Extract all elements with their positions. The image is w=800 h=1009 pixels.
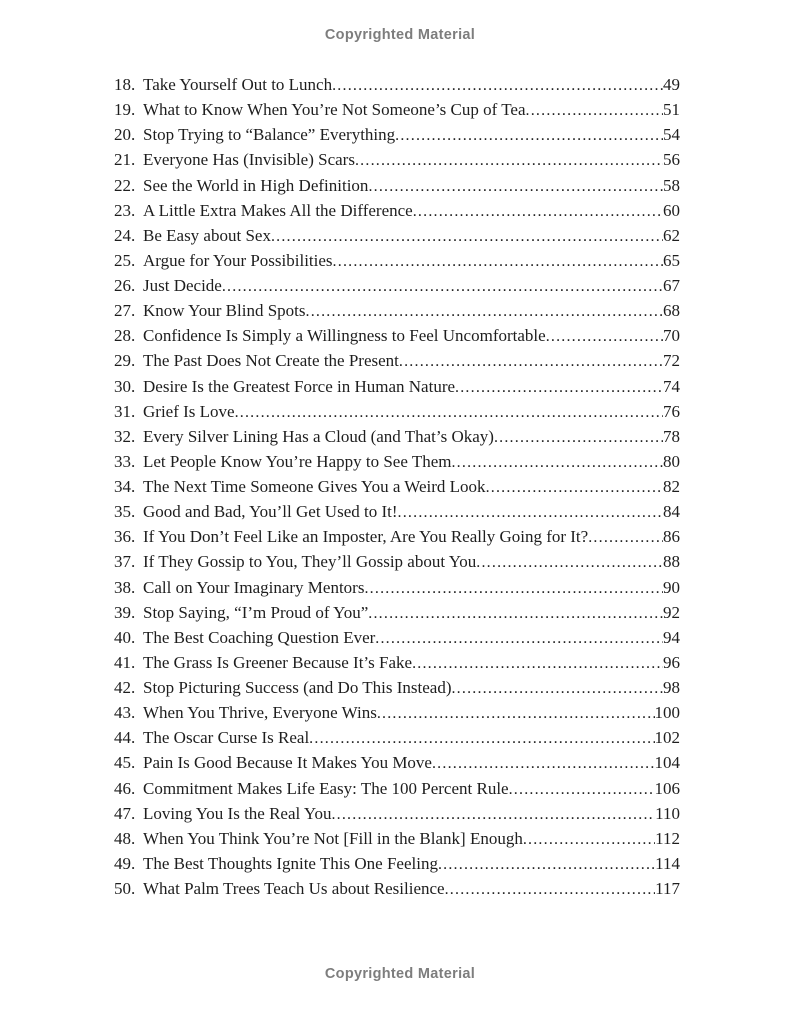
toc-entry-page-number: 49 [663, 75, 680, 94]
toc-entry-page-number: 76 [663, 401, 680, 421]
toc-entry-title: When You Think You’re Not [Fill in the Blank] Enough [143, 828, 523, 848]
toc-entry-title: When You Thrive, Everyone Wins [143, 703, 377, 723]
toc-entry-title: The Oscar Curse Is Real [143, 728, 310, 748]
toc-dot-leader [438, 852, 655, 877]
toc-entry-title: Desire Is the Greatest Force in Human Nature [143, 376, 456, 396]
toc-dot-leader [395, 123, 663, 148]
toc-entry [114, 801, 680, 826]
toc-entry [114, 851, 680, 876]
toc-entry-title: Call on Your Imaginary Mentors [143, 577, 365, 597]
toc-entry-number: 35. [114, 502, 136, 522]
toc-entry-number: 48. [114, 828, 136, 848]
toc-entry-number: 41. [114, 652, 136, 672]
toc-dot-leader [399, 349, 663, 374]
toc-entry-number: 19. [114, 100, 136, 120]
toc-entry-page-number: 65 [663, 250, 680, 270]
toc-entry-number: 49. [114, 853, 136, 873]
toc-entry-number: 33. [114, 451, 136, 471]
toc-entry [114, 675, 680, 700]
toc-entry [114, 575, 680, 600]
toc-entry-number: 36. [114, 527, 136, 547]
toc-entry-title: Loving You Is the Real You [143, 803, 332, 823]
toc-entry [114, 147, 680, 172]
toc-dot-leader [451, 676, 663, 701]
toc-entry-page-number: 72 [663, 351, 680, 371]
toc-entry-page-number: 106 [654, 778, 680, 798]
toc-entry-title: The Past Does Not Create the Present [143, 351, 399, 371]
toc-entry [114, 650, 680, 675]
toc-entry [114, 374, 680, 399]
toc-entry-title: Let People Know You’re Happy to See Them [143, 451, 452, 471]
toc-entry-number: 34. [114, 477, 136, 496]
toc-entry-title: Everyone Has (Invisible) Scars [143, 150, 355, 170]
toc-dot-leader [494, 425, 663, 450]
toc-entry-page-number: 112 [655, 828, 680, 848]
toc-entry-number: 39. [114, 602, 136, 622]
toc-dot-leader [509, 777, 655, 802]
toc-entry-title: Stop Trying to “Balance” Everything [143, 125, 396, 145]
toc-entry [114, 776, 680, 801]
toc-entry-page-number: 56 [663, 150, 680, 170]
toc-entry-page-number: 117 [655, 879, 680, 898]
toc-entry-title: See the World in High Definition [143, 175, 369, 195]
toc-dot-leader [235, 400, 663, 425]
toc-entry-page-number: 92 [663, 602, 680, 622]
toc-dot-leader [368, 174, 663, 199]
toc-entry [114, 625, 680, 650]
toc-dot-leader [412, 651, 663, 676]
toc-dot-leader [445, 877, 656, 902]
toc-entry-page-number: 74 [663, 376, 680, 396]
toc-entry-page-number: 102 [654, 728, 680, 748]
toc-dot-leader [432, 751, 655, 776]
toc-entry-page-number: 84 [663, 502, 680, 522]
toc-dot-leader [355, 148, 663, 173]
toc-dot-leader [588, 525, 663, 550]
toc-entry-number: 42. [114, 678, 136, 697]
toc-entry-number: 46. [114, 778, 136, 798]
toc-dot-leader [222, 274, 663, 299]
toc-entry-page-number: 62 [663, 225, 680, 245]
toc-dot-leader [271, 224, 663, 249]
toc-entry-title: What to Know When You’re Not Someone’s Cup of Tea [143, 100, 526, 120]
toc-entry [114, 826, 680, 851]
toc-dot-leader [364, 576, 663, 601]
toc-entry-page-number: 58 [663, 175, 680, 195]
toc-entry-number: 38. [114, 577, 136, 597]
toc-entry [114, 72, 680, 97]
toc-entry-number: 20. [114, 125, 136, 145]
toc-entry [114, 97, 680, 122]
toc-entry [114, 700, 680, 725]
toc-entry [114, 323, 680, 348]
toc-dot-leader [332, 73, 663, 98]
toc-entry-page-number: 94 [663, 627, 680, 647]
table-of-contents [114, 72, 680, 901]
toc-dot-leader [455, 375, 663, 400]
toc-dot-leader [398, 500, 663, 525]
toc-entry-title: Every Silver Lining Has a Cloud (and That’s Okay) [143, 426, 494, 446]
toc-entry-number: 30. [114, 376, 136, 396]
toc-entry-number: 27. [114, 301, 136, 321]
toc-dot-leader [413, 199, 663, 224]
toc-entry [114, 876, 680, 901]
toc-entry [114, 223, 680, 248]
toc-entry [114, 348, 680, 373]
toc-entry-number: 23. [114, 200, 136, 220]
toc-entry-title: Take Yourself Out to Lunch [143, 75, 333, 94]
toc-dot-leader [368, 601, 663, 626]
copyright-notice-bottom: Copyrighted Material [324, 966, 476, 982]
toc-entry [114, 549, 680, 574]
toc-entry-title: Just Decide [143, 276, 222, 295]
toc-entry-page-number: 96 [663, 652, 680, 672]
toc-entry-number: 26. [114, 276, 136, 295]
toc-entry [114, 474, 680, 499]
toc-entry-page-number: 114 [655, 853, 680, 873]
toc-entry-title: Grief Is Love [143, 401, 235, 421]
toc-entry [114, 750, 680, 775]
toc-dot-leader [306, 299, 664, 324]
toc-entry-number: 31. [114, 401, 136, 421]
toc-dot-leader [331, 802, 655, 827]
toc-entry-title: Stop Saying, “I’m Proud of You” [143, 602, 369, 622]
toc-entry-page-number: 88 [663, 552, 680, 572]
toc-entry-title: Argue for Your Possibilities [143, 250, 333, 270]
toc-entry-page-number: 60 [663, 200, 680, 220]
toc-entry-title: Be Easy about Sex [143, 225, 271, 245]
toc-entry [114, 725, 680, 750]
toc-entry [114, 499, 680, 524]
toc-entry-page-number: 78 [663, 426, 680, 446]
toc-entry-number: 32. [114, 426, 136, 446]
toc-dot-leader [333, 249, 663, 274]
toc-entry-page-number: 82 [663, 477, 680, 496]
toc-entry-title: Confidence Is Simply a Willingness to Feel Uncomfortable [143, 326, 546, 346]
toc-dot-leader [486, 475, 663, 500]
toc-entry-title: Know Your Blind Spots [143, 301, 306, 321]
toc-entry-page-number: 110 [655, 803, 680, 823]
toc-dot-leader [523, 827, 655, 852]
toc-entry-number: 21. [114, 150, 136, 170]
toc-entry-page-number: 98 [663, 678, 680, 697]
toc-dot-leader [375, 626, 663, 651]
toc-entry-number: 18. [114, 75, 136, 94]
toc-entry [114, 122, 680, 147]
toc-entry-number: 25. [114, 250, 136, 270]
toc-entry-title: Pain Is Good Because It Makes You Move [143, 753, 432, 773]
toc-dot-leader [546, 324, 663, 349]
toc-entry-page-number: 90 [663, 577, 680, 597]
toc-entry [114, 399, 680, 424]
toc-entry-number: 29. [114, 351, 136, 371]
toc-entry [114, 524, 680, 549]
toc-entry-title: A Little Extra Makes All the Difference [143, 200, 413, 220]
toc-entry-page-number: 68 [663, 301, 680, 321]
toc-entry-title: The Grass Is Greener Because It’s Fake [143, 652, 413, 672]
toc-entry-number: 40. [114, 627, 136, 647]
toc-dot-leader [309, 726, 654, 751]
toc-entry-title: Good and Bad, You’ll Get Used to It! [143, 502, 398, 522]
toc-entry-number: 44. [114, 728, 136, 748]
toc-entry-page-number: 104 [654, 753, 680, 773]
toc-entry-number: 45. [114, 753, 136, 773]
toc-entry-title: Commitment Makes Life Easy: The 100 Percent Rule [143, 778, 509, 798]
toc-entry-number: 47. [114, 803, 136, 823]
toc-entry-number: 24. [114, 225, 136, 245]
toc-entry-number: 43. [114, 703, 136, 723]
toc-entry-page-number: 54 [663, 125, 680, 145]
toc-dot-leader [451, 450, 663, 475]
toc-entry-page-number: 100 [654, 703, 680, 723]
toc-entry-page-number: 80 [663, 451, 680, 471]
toc-entry [114, 298, 680, 323]
toc-entry-title: What Palm Trees Teach Us about Resilience [143, 879, 445, 898]
toc-entry [114, 248, 680, 273]
toc-entry [114, 424, 680, 449]
toc-entry-title: The Next Time Someone Gives You a Weird Look [143, 477, 486, 496]
toc-entry-title: If They Gossip to You, They’ll Gossip about You [143, 552, 477, 572]
toc-entry-title: If You Don’t Feel Like an Imposter, Are You Really Going for It? [143, 527, 589, 547]
toc-entry-number: 22. [114, 175, 136, 195]
toc-dot-leader [476, 550, 663, 575]
toc-entry-page-number: 67 [663, 276, 680, 295]
toc-entry-title: The Best Thoughts Ignite This One Feeling [143, 853, 438, 873]
toc-entry [114, 273, 680, 298]
toc-entry-number: 28. [114, 326, 136, 346]
toc-entry-page-number: 86 [663, 527, 680, 547]
toc-entry [114, 198, 680, 223]
toc-entry [114, 449, 680, 474]
copyright-notice-top: Copyrighted Material [324, 27, 476, 43]
toc-dot-leader [377, 701, 655, 726]
toc-entry-title: The Best Coaching Question Ever [143, 627, 376, 647]
toc-entry-page-number: 70 [663, 326, 680, 346]
toc-dot-leader [526, 98, 663, 123]
toc-entry [114, 600, 680, 625]
toc-entry-number: 37. [114, 552, 136, 572]
toc-entry-page-number: 51 [663, 100, 680, 120]
toc-entry [114, 173, 680, 198]
toc-entry-title: Stop Picturing Success (and Do This Instead) [143, 678, 452, 697]
toc-entry-number: 50. [114, 879, 136, 898]
